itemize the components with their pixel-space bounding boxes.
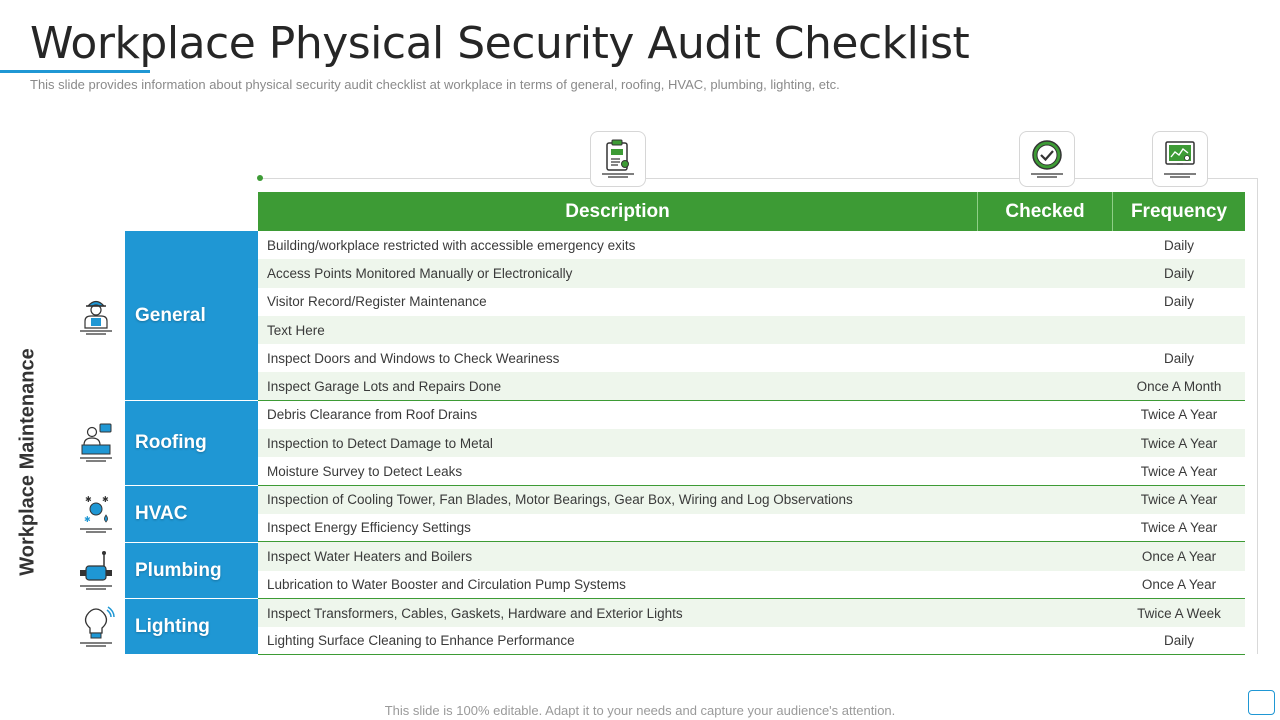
category-label: Roofing [135,432,207,453]
header-checked: Checked [978,192,1113,231]
table-row [258,344,1245,372]
table-row [258,259,1245,287]
row-description: Building/workplace restricted with accessible emergency exits [267,237,636,253]
table-row [258,627,1245,655]
table-row [258,231,1245,259]
corner-placeholder-box [1248,690,1275,715]
row-description: Access Points Monitored Manually or Electronically [267,265,573,281]
frame-dot [257,175,263,181]
header-frequency: Frequency [1130,200,1228,222]
hvac-icon [74,491,118,535]
light-bulb-icon [74,605,118,649]
table-row [258,599,1245,627]
table-row [258,571,1245,599]
row-description: Inspect Transformers, Cables, Gaskets, Hardware and Exterior Lights [267,605,683,621]
side-label: Workplace Maintenance [16,348,39,576]
table-row [258,514,1245,542]
row-description: Inspect Doors and Windows to Check Weariness [267,350,560,366]
row-description: Inspect Energy Efficiency Settings [267,520,471,536]
row-frequency: Once A Month [1136,378,1222,394]
row-description: Lighting Surface Cleaning to Enhance Performance [267,633,575,649]
row-description: Moisture Survey to Detect Leaks [267,463,463,479]
frame-line-top [260,178,1258,179]
row-frequency: Daily [1163,294,1194,310]
title-underline [0,70,150,73]
check-circle-icon [1019,131,1075,187]
table-row [258,401,1245,429]
category-general [125,231,258,401]
table-row [258,542,1245,570]
worker-icon [74,293,118,337]
svg-text:✱: ✱ [84,515,91,524]
table-row [258,429,1245,457]
footer-note: This slide is 100% editable. Adapt it to your needs and capture your audience's attention. [384,703,896,718]
category-label: HVAC [135,503,188,524]
category-roofing [125,401,258,486]
row-description: Text Here [267,322,325,338]
row-frequency: Twice A Year [1140,407,1218,423]
svg-text:✱: ✱ [102,495,109,504]
category-label: General [135,304,206,326]
row-description: Inspection of Cooling Tower, Fan Blades, Motor Bearings, Gear Box, Wiring and Log Observations [267,492,853,508]
row-frequency: Twice A Year [1140,463,1218,479]
row-description: Inspect Garage Lots and Repairs Done [267,378,502,394]
row-description: Inspection to Detect Damage to Metal [267,435,493,451]
monitor-chart-icon [1152,131,1208,187]
row-description: Lubrication to Water Booster and Circulation Pump Systems [267,576,626,592]
checklist-icon [590,131,646,187]
page-subtitle: This slide provides information about physical security audit checklist at workplace in terms of general, roofing, HVAC, plumbing, lighting, etc. [30,77,840,92]
row-description: Debris Clearance from Roof Drains [267,407,478,423]
row-frequency: Twice A Year [1140,492,1218,508]
table-row [258,316,1245,344]
row-frequency: Once A Year [1141,548,1217,564]
category-lighting [125,599,258,655]
roofer-icon [74,420,118,464]
row-frequency: Twice A Year [1140,520,1218,536]
table-row [258,288,1245,316]
category-plumbing [125,543,258,599]
row-frequency: Once A Year [1141,576,1217,592]
category-label: Lighting [135,615,210,637]
table-row [258,372,1245,400]
table-row [258,486,1245,514]
row-frequency: Daily [1163,237,1194,253]
row-description: Visitor Record/Register Maintenance [267,294,487,310]
frame-line-right [1257,178,1258,654]
table-row [258,457,1245,485]
water-heater-icon [74,548,118,592]
header-description: Description [258,192,978,231]
svg-text:✱: ✱ [85,495,92,504]
row-frequency: Twice A Year [1140,435,1218,451]
category-hvac [125,486,258,543]
row-frequency: Daily [1163,350,1194,366]
checklist-table-body [258,231,1245,655]
row-frequency: Daily [1163,265,1194,281]
table-header [258,192,1245,231]
category-label: Plumbing [135,559,222,581]
row-frequency: Daily [1163,633,1194,649]
page-title: Workplace Physical Security Audit Checklist [30,18,970,69]
row-frequency: Twice A Week [1137,605,1221,621]
row-description: Inspect Water Heaters and Boilers [267,548,473,564]
